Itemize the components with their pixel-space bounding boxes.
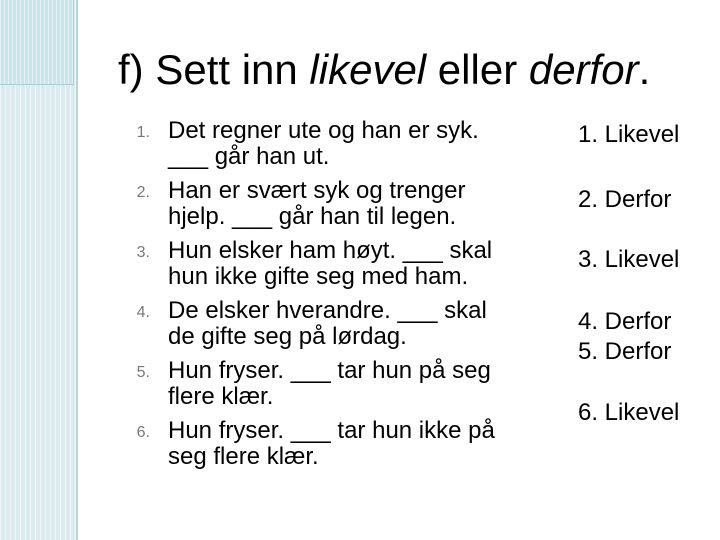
slide-title	[118, 42, 650, 98]
exercise-text-line: de gifte seg på lørdag.	[168, 323, 407, 350]
decorative-corner-box	[0, 0, 74, 85]
exercise-item	[126, 418, 526, 478]
exercise-text-line: hjelp. ___ går han til legen.	[168, 203, 457, 230]
title-mid: eller	[426, 46, 529, 93]
exercise-text-line: Han er svært syk og trenger	[168, 177, 466, 204]
answer-item: 5. Derfor	[578, 338, 672, 365]
exercise-text-line: seg flere klær.	[168, 443, 319, 470]
answer-item: 6. Likevel	[578, 399, 680, 426]
exercise-number: 5.	[136, 364, 150, 381]
exercise-text-line: De elsker hverandre. ___ skal	[168, 297, 487, 324]
title-word-derfor: derfor	[528, 46, 639, 93]
exercise-number: 6.	[136, 424, 150, 441]
title-word-likevel: likevel	[309, 46, 427, 93]
answer-item: 2. Derfor	[578, 186, 672, 213]
answer-item: 3. Likevel	[578, 246, 680, 273]
answer-item: 1. Likevel	[578, 121, 680, 148]
exercise-number: 4.	[136, 304, 150, 321]
answer-item: 4. Derfor	[578, 308, 672, 335]
exercise-text-line: Hun elsker ham høyt. ___ skal	[168, 237, 493, 264]
exercise-text-line: flere klær.	[168, 383, 274, 410]
exercise-list	[126, 118, 526, 478]
exercise-text-line: Hun fryser. ___ tar hun på seg	[168, 357, 491, 384]
exercise-item	[126, 238, 526, 298]
exercise-number: 1.	[136, 124, 150, 141]
exercise-text-line: Det regner ute og han er syk.	[168, 117, 479, 144]
exercise-item	[126, 298, 526, 358]
title-suffix: .	[638, 46, 651, 93]
exercise-text-line: hun ikke gifte seg med ham.	[168, 263, 469, 290]
exercise-item	[126, 118, 526, 178]
exercise-text-line: Hun fryser. ___ tar hun ikke på	[168, 417, 495, 444]
exercise-text-line: ___ går han ut.	[168, 143, 330, 170]
exercise-number: 3.	[136, 244, 150, 261]
exercise-item	[126, 178, 526, 238]
title-prefix: f) Sett inn	[118, 46, 310, 93]
exercise-item	[126, 358, 526, 418]
exercise-number: 2.	[136, 184, 150, 201]
